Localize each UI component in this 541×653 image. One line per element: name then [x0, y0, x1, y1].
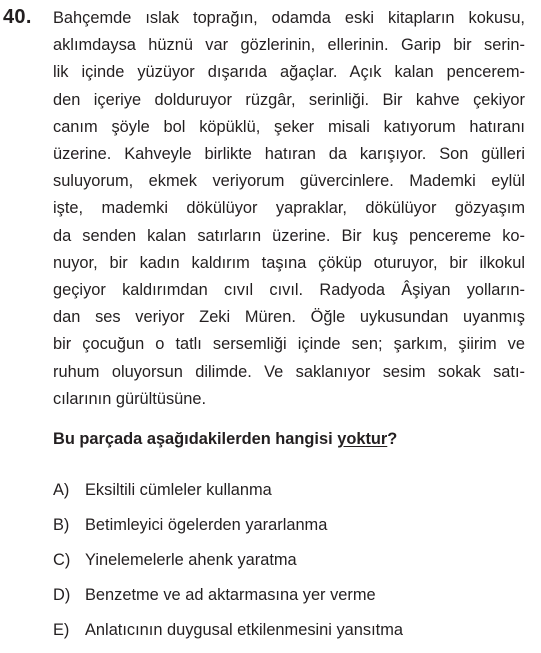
passage-line: da senden kalan satırların üzerine. Bir kuş pencereme ko-	[53, 226, 525, 245]
passage-line: ruhum oluyorsun dilimde. Ve saklanıyor sesim sokak satı-	[53, 362, 525, 381]
option-c[interactable]	[53, 548, 403, 583]
stem-underlined-word: yoktur	[337, 430, 388, 448]
option-letter: B)	[53, 516, 70, 534]
option-letter: D)	[53, 586, 71, 604]
answer-options	[53, 478, 403, 653]
passage-line: bir çocuğun o tatlı sersemliği içinde sen; şarkım, şiirim ve	[53, 335, 525, 354]
option-text: Betimleyici ögelerden yararlanma	[85, 516, 328, 534]
option-text: Benzetme ve ad aktarmasına yer verme	[85, 586, 376, 604]
passage-line: nuyor, bir kadın kaldırım taşına çöküp oturuyor, bir ilkokul	[53, 253, 525, 272]
option-letter: E)	[53, 621, 70, 639]
passage-line: aklımdaysa hüznü var gözlerinin, ellerinin. Garip bir serin-	[53, 36, 525, 55]
option-e[interactable]	[53, 618, 403, 653]
option-letter: A)	[53, 481, 70, 499]
option-b[interactable]	[53, 513, 403, 548]
option-text: Anlatıcının duygusal etkilenmesini yansıtma	[85, 621, 403, 639]
passage-line: lik içinde yüzüyor dışarıda ağaçlar. Açık kalan pencerem-	[53, 63, 525, 82]
stem-text: Bu parçada aşağıdakilerden hangisi	[53, 430, 338, 448]
passage-line: işte, mademki dökülüyor yapraklar, dökülüyor gözyaşım	[53, 199, 525, 218]
option-letter: C)	[53, 551, 71, 569]
question-stem	[53, 427, 397, 451]
passage-line: dan ses veriyor Zeki Müren. Öğle uykusundan uyanmış	[53, 308, 525, 327]
option-text: Eksiltili cümleler kullanma	[85, 481, 272, 499]
stem-question-mark: ?	[387, 430, 398, 448]
passage-line: üzerine. Kahveyle birlikte hatıran da karışıyor. Son gülleri	[53, 145, 525, 164]
option-a[interactable]	[53, 478, 403, 513]
passage-line: canım şöyle bol köpüklü, şeker misali katıyorum hatıranı	[53, 117, 525, 136]
passage-text	[53, 5, 525, 413]
passage-line: cılarının gürültüsüne.	[53, 389, 207, 408]
passage-line: den içeriye dolduruyor rüzgâr, serinliği. Bir kahve çekiyor	[53, 90, 525, 109]
passage-line: suluyorum, ekmek veriyorum güvercinlere. Mademki eylül	[53, 172, 525, 191]
option-text: Yinelemelerle ahenk yaratma	[85, 551, 297, 569]
passage-line: Bahçemde ıslak toprağın, odamda eski kitapların kokusu,	[53, 9, 525, 27]
option-d[interactable]	[53, 583, 403, 618]
question-number: 40.	[3, 6, 32, 28]
passage-line: geçiyor kaldırımdan cıvıl cıvıl. Radyoda Âşiyan yolların-	[53, 281, 525, 300]
